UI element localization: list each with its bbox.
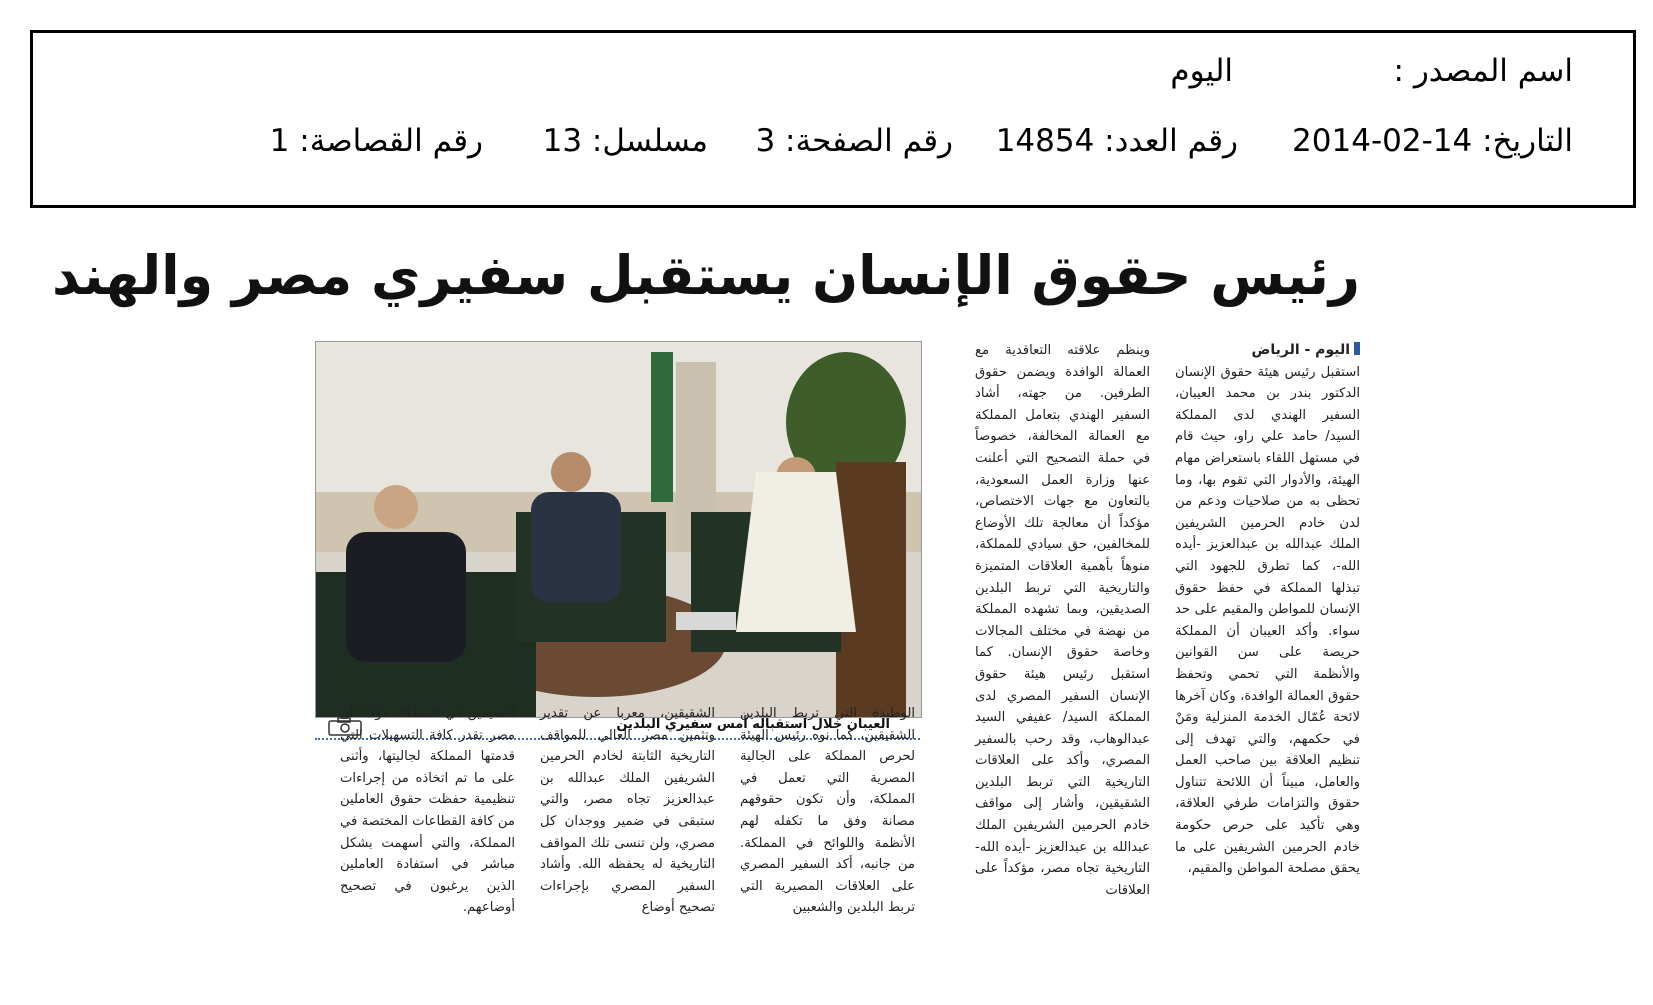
byline-marker-icon	[1354, 342, 1360, 355]
article-column-1	[1175, 340, 1360, 970]
article-headline: رئيس حقوق الإنسان يستقبل سفيري مصر والهند	[51, 244, 1360, 307]
caption-text: العيبان خلال استقباله أمس سفيري البلدين	[616, 717, 890, 732]
column-2-text: وينظم علاقته التعاقدية مع العمالة الوافدة ويضمن حقوق الطرفين. من جهته، أشاد السفير الهندي بتعامل المملكة مع العمالة المخالفة، خصوصاً في حملة التصحيح التي أعلنت عنها وزارة العمل السعودية، بالتعاون مع جهات الاختصاص، مؤكداً أن معالجة تلك الأوضاع للمخالفين، حق سيادي للمملكة، منوهاً بأهمية العلاقات المتميزة والتاريخية التي تربط البلدين الصديقين، وبما تشهده المملكة من نهضة في مختلف المجالات وخاصة حقوق الإنسان. كما استقبل رئيس هيئة حقوق الإنسان السفير المصري لدى المملكة السيد/ عفيفي السيد عبدالوهاب، وقد رحب بالسفير المصري، وأكد على العلاقات التاريخية التي تربط البلدين الشقيقين، وأشار إلى مواقف خادم الحرمين الشريفين الملك عبدالله بن عبدالعزيز -أيده الله- التاريخية تجاه مصر، مؤكداً على العلاقات	[975, 343, 1150, 898]
column-1-text: استقبل رئيس هيئة حقوق الإنسان الدكتور بندر بن محمد العيبان، السفير الهندي لدى المملكة السيد/ حامد علي راو، حيث قام في مستهل اللقاء باستعراض مهام الهيئة، والأدوار التي تقوم بها، وما تحظى به من صلاحيات ودعم من لدن خادم الحرمين الشريفين الملك عبدالله بن عبدالعزيز -أيده الله-، كما تطرق للجهود التي تبذلها المملكة في حفظ حقوق الإنسان للمواطن والمقيم على حد سواء. وأكد العيبان أن المملكة حريصة على سن القوانين والأنظمة التي تحمي وتحفظ حقوق العمالة الوافدة، وكان آخرها لائحة عُمّال الخدمة المنزلية ومَنْ في حكمهم، والتي تهدف إلى تنظيم العلاقة بين صاحب العمل والعامل، مبيناً أن اللائحة تتناول حقوق والتزامات طرفي العلاقة، وهي تأكيد على حرص حكومة خادم الحرمين الشريفين على ما يحقق مصلحة المواطن والمقيم،	[1175, 364, 1360, 877]
column-3-text: الوطيدة التي تربط البلدين الشقيقين، كما نوه رئيس الهيئة لحرص المملكة على الجالية المصرية التي تعمل في المملكة، وأن تكون حقوقهم مصانة وفق ما تكفله لهم الأنظمة واللوائح في المملكة. من جانبه، أكد السفير المصري على العلاقات المصيرية التي تربط البلدين والشعبين	[740, 706, 915, 916]
byline: اليوم - الرياض	[1175, 340, 1360, 362]
clip-field: رقم القصاصة: 1	[269, 123, 483, 159]
date-field: التاريخ: 14-02-2014	[1292, 123, 1573, 159]
issue-field: رقم العدد: 14854	[995, 123, 1238, 159]
article-column-4	[540, 703, 715, 968]
article-photo	[315, 341, 922, 718]
column-5-text: المقيمين في المملكة، مؤكدا أن مصر تقدر كافة التسهيلات التي قدمتها المملكة لجاليتها، وأثنى على ما تم اتخاذه من إجراءات تنظيمية حفظت حقوق العاملين من كافة القطاعات المختصة في المملكة، والتي أسهمت بشكل مباشر في استفادة العاملين الذين يرغبون في تصحيح أوضاعهم.	[340, 706, 515, 916]
newspaper-article	[51, 236, 1380, 971]
serial-field: مسلسل: 13	[542, 123, 708, 159]
article-column-3	[740, 703, 915, 968]
meeting-photo-illustration	[316, 342, 921, 717]
article-column-5	[340, 703, 515, 968]
page-field: رقم الصفحة: 3	[755, 123, 953, 159]
column-4-text: الشقيقين، معربا عن تقدير وتثمين مصر العالي للمواقف التاريخية الثابتة لخادم الحرمين الشريفين الملك عبدالله بن عبدالعزيز تجاه مصر، والتي ستبقى في ضمير ووجدان كل مصري، ولن تنسى تلك المواقف التاريخية له يحفظه الله. وأشاد السفير المصري بإجراءات تصحيح أوضاع	[540, 706, 715, 916]
source-value: اليوم	[1170, 53, 1233, 89]
article-column-2	[975, 340, 1150, 970]
clipping-header	[30, 30, 1636, 208]
source-label: اسم المصدر :	[1393, 53, 1573, 89]
